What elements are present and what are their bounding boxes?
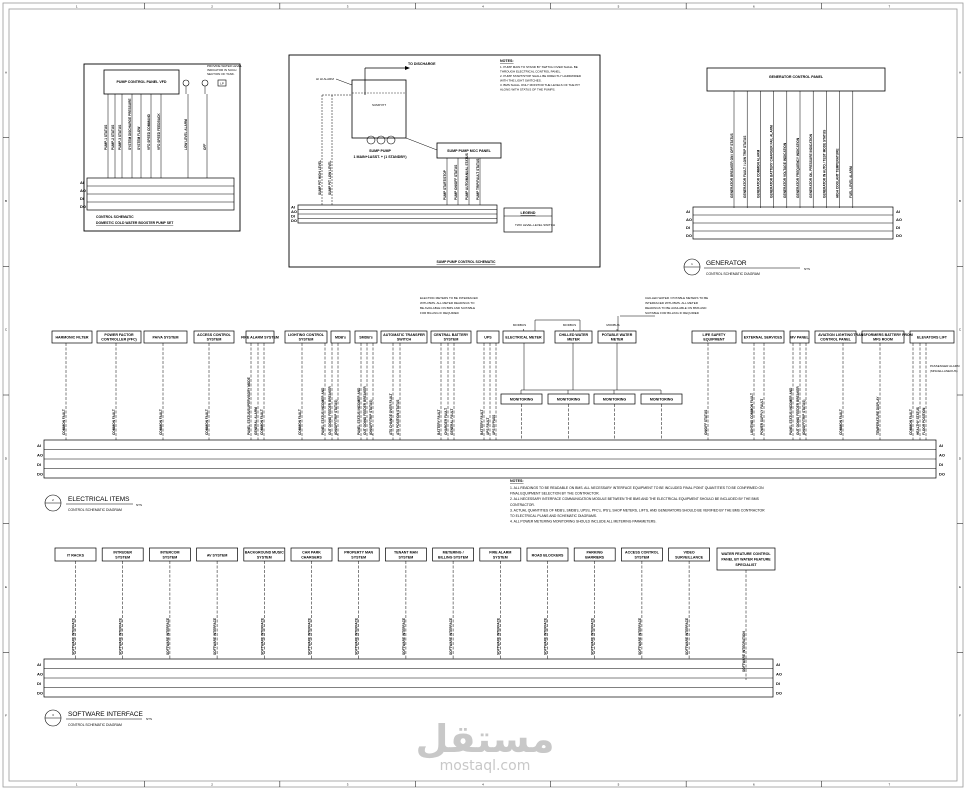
border-col-label: 6	[753, 4, 755, 9]
sump-pit-label: SUMP PIT	[371, 103, 387, 107]
generator-nts: NTS	[804, 267, 810, 271]
generator-signal-generator-in-auto-test-mode-status: GENERATOR IN AUTO / TEST MODE STATUS	[822, 129, 827, 198]
electrical-note-left-line: WITH BMS. ALL METER READINGS TO	[420, 301, 475, 305]
electrical-note-right-line: SUITABLE FOR BILLING IF REQUIRED	[645, 311, 699, 315]
electrical-note-line: 1. ALL READINGS TO BE READABLE ON BMS. ALL NECESSARY INTERFACE EQUIPMENT TO BE INCLUDED FINAL POINT QUANTITIES TO BE CONFIRMED ON	[510, 486, 764, 490]
sump-note-line: WITH THE LIGHT SWITCHES.	[500, 78, 542, 83]
water-feature-signal: SOFTWARE INTEGRATION	[742, 631, 746, 672]
electrical-panel-power-factor-controller-pfc-label: POWER FACTOR	[104, 333, 134, 337]
electrical-subtitle: CONTROL SCHEMATIC DIAGRAM	[68, 508, 122, 512]
electrical-panel-automatic-transfer-switch-label: AUTOMATIC TRANSFER	[383, 333, 425, 337]
software-systems	[55, 548, 775, 680]
generator-signal-generator-battery-charger-fail-alarm: GENERATOR BATTERY CHARGER FAIL ALARM	[769, 125, 774, 198]
software-system-metering-billing-system-label: BILLING SYSTEM	[438, 555, 469, 560]
software-signal-parking-barriers: SOFTWARE INTERFACE	[590, 617, 595, 655]
electrical-bus	[37, 440, 945, 478]
electrical-signal-ats-position-status: ATS POSITION STATUS	[396, 399, 400, 435]
border-row-label: D	[958, 456, 962, 461]
sump-signal-pump-on-off-status: PUMP ON/OFF STATUS	[454, 164, 458, 200]
generator-signal-generator-frequency-indication: GENERATOR FREQUENCY INDICATION	[796, 137, 800, 198]
bus-label-left: AO	[80, 188, 86, 193]
electrical-signal-common-fault: COMMON FAULT	[909, 409, 913, 435]
level-indicator-icon	[202, 80, 208, 86]
booster-signal-system-flow: SYSTEM FLOW	[137, 126, 141, 150]
software-nts: NTS	[146, 717, 152, 721]
electrical-signal-out-going-feeder-breaker: OUT GOING FEEDER BREAKER	[328, 386, 332, 435]
software-system-metering-billing-system-label: METERING /	[442, 550, 464, 555]
generator-signal-generator-breaker-on-off-status: GENERATOR BREAKER ON / OFF STATUS	[730, 133, 734, 198]
electrical-panel-chilled-water-meter-label: CHILLED WATER	[558, 333, 589, 337]
border-row-label: A	[4, 70, 8, 75]
electrical-note-left-line: BE AVAILABLE ON BMS AND SUITABLE	[420, 306, 476, 310]
electrical-signal-ups-bypass: UPS BYPASS	[492, 414, 496, 435]
booster-note-1: PROVIDE WATER LEVEL	[207, 64, 243, 68]
software-signal-intruder-system: SOFTWARE INTERFACE	[118, 617, 123, 655]
modbus-label: MODBUS	[562, 323, 577, 327]
software-system-car-park-chargers-label: CHARGERS	[301, 555, 322, 560]
level-indicator-icon	[183, 80, 189, 86]
bus-label-left: AI	[37, 443, 41, 449]
monitoring-label: MONITORING	[649, 397, 674, 402]
monitoring-label: MONITORING	[556, 397, 581, 402]
booster-pump-schematic	[80, 64, 242, 231]
bus-label-left: AO	[37, 452, 43, 458]
sump-signal-pump-auto-manual-status: PUMP AUTO/MANUAL STATUS	[465, 153, 469, 200]
watermark-latin: mostaql.com	[439, 758, 531, 774]
electrical-note-right-line: READINGS TO BE AVAILABLE ON BMS AND	[645, 306, 707, 310]
software-system-background-music-system-label: BACKGROUND MUSIC	[244, 550, 284, 555]
software-signal-background-music-system: SOFTWARE INTERFACE	[260, 617, 265, 655]
generator-title: GENERATOR	[706, 260, 747, 267]
border-row-label: C	[4, 327, 8, 332]
sump-pump-label: SUMP PUMP	[369, 149, 391, 153]
lp-label: LP	[220, 81, 224, 86]
electrical-signal-temperature-display: TEMPERATURE DISPLAY	[876, 396, 880, 435]
electrical-note-line: CONTRACTOR.	[510, 502, 535, 507]
generator-signal-generator-fault-low-trip-status: GENERATOR FAULT / LOW TRIP STATUS	[743, 135, 748, 198]
sump-notes	[500, 65, 582, 92]
sump-note-line: THROUGH ELECTRICAL CONTROL PANEL.	[500, 69, 562, 74]
electrical-signal-charger-fault: CHARGER FAULT	[444, 407, 448, 435]
mcc-leader	[406, 138, 437, 150]
discharge-arrow-icon	[405, 66, 410, 70]
border-col-label: 2	[211, 782, 213, 787]
border-row-label: B	[4, 199, 8, 203]
bus-label-right: AI	[939, 443, 943, 449]
software-signal-property-man-system: SOFTWARE INTERFACE	[354, 617, 359, 655]
software-subtitle: CONTROL SCHEMATIC DIAGRAM	[68, 723, 122, 727]
bus-label-left: DI	[291, 213, 295, 219]
bus-label-right: AO	[896, 217, 902, 222]
software-system-parking-barriers-label: PARKING	[586, 550, 603, 555]
software-system-background-music-system-label: SYSTEM	[256, 555, 272, 560]
electrical-signal-on-off-trip-status: (ON/OFF/TRIP STATUS)	[802, 399, 806, 435]
electrical-section-number: 2	[52, 498, 54, 502]
generator-signal-high-coolant-temperature: HIGH COOLANT TEMPERATURE	[835, 148, 840, 198]
generator-schematic	[684, 68, 902, 276]
electrical-panel-transformers-battery-from-mfs-room-label: MFS ROOM	[873, 337, 893, 342]
software-title: SOFTWARE INTERFACE	[68, 711, 143, 718]
generator-section-number: 1	[691, 262, 693, 266]
booster-signal-pump-1-status: PUMP-1 STATUS	[104, 124, 108, 150]
electrical-signal-on-off-trip-status: (ON/OFF/TRIP STATUS)	[334, 399, 338, 435]
booster-signal-pump-3-status: PUMP-3 STATUS	[118, 124, 122, 150]
software-signal-access-control-system: SOFTWARE INTERFACE	[637, 617, 642, 655]
electrical-panel-transformers-battery-from-mfs-room-label: TRANSFORMERS BATTERY FROM	[853, 333, 913, 337]
modbus-label: MODBUS	[606, 323, 620, 327]
border-row-label: E	[958, 585, 962, 589]
border-col-label: 5	[617, 4, 620, 9]
bus-label-left: DI	[37, 462, 41, 468]
electrical-signal-out-going-feeder-breaker: OUT GOING FEEDER BREAKER	[796, 386, 800, 435]
electrical-panel-smdb-s-label: SMDB's	[359, 335, 373, 340]
electrical-signal-healthy-status: HEALTHY STATUS	[916, 407, 920, 435]
bus-label-right: AI	[896, 209, 900, 214]
electrical-signal-ats-change-over-fault: ATS CHANGE OVER FAULT	[389, 393, 393, 435]
booster-signal-vfd-speed-feedback: VFD SPEED FEEDBACK	[157, 113, 161, 150]
electrical-panel-chilled-water-meter-label: METER	[567, 337, 580, 342]
bus-label-right: AI	[776, 662, 780, 668]
electrical-panel-lighting-control-system-label: LIGHTING CONTROL	[288, 333, 324, 337]
bus-label-left: DO	[37, 471, 43, 477]
pump-icon	[367, 136, 375, 144]
electrical-note-right	[645, 296, 708, 315]
software-signal-tenant-man-system: SOFTWARE INTERFACE	[401, 617, 406, 655]
bus-label-left: AI	[80, 180, 84, 185]
bus-label-left: DI	[686, 225, 690, 230]
electrical-panel-aviation-lighting-control-panel-label: AVIATION LIGHTING	[818, 333, 853, 337]
generator-panel-label: GENERATOR CONTROL PANEL	[768, 75, 824, 79]
electrical-title: ELECTRICAL ITEMS	[68, 496, 130, 503]
pump-icon	[387, 136, 395, 144]
software-system-video-surveillance-label: VIDEO	[683, 550, 695, 555]
booster-bus	[80, 178, 234, 210]
electrical-note-line: 3. ACTUAL QUANTITIES OF MDB's, SMDB's, UPS's, PFC's, IPS's, SHOP METERS, LIFTS, AND GENERATORS SHOULD BE VERIFIED BY THE BMS CONTRACTOR	[510, 508, 765, 513]
booster-note-2: INDICATOR IN SUCH	[207, 68, 237, 72]
electrical-panel-mdb-s-label: MDB's	[334, 335, 347, 340]
electrical-signal-panel-status-supervisory-mode: PANEL STATUS/SUPERVISORY MODE	[247, 377, 251, 435]
electrical-panel-access-control-system-label: SYSTEM	[206, 337, 222, 342]
bus-label-left: DO	[80, 204, 86, 209]
pump-icon	[377, 136, 385, 144]
legend-title: LEGEND	[520, 211, 536, 215]
sump-signal-pump-start-stop: PUMP START/STOP	[443, 170, 447, 200]
electrical-panel-power-factor-controller-pfc-label: CONTROLLER (PFC)	[101, 337, 137, 342]
electrical-panel-external-services-label: EXTERNAL SERVICES	[743, 335, 783, 340]
electrical-signal-panel-status-incomer-and: PANEL STATUS INCOMER AND	[321, 387, 325, 435]
bus-label-right: DI	[776, 681, 780, 687]
electrical-note-right-line: CHILLED WATER / POTABLE METERS TO BE	[645, 296, 709, 300]
border-row-label: A	[958, 70, 962, 75]
passenger-alarm-1: PASSENGER ALARM	[930, 364, 960, 368]
electrical-note-line: TO ELECTRICAL PLANS AND SCHEMATIC DIAGRAMS.	[510, 514, 597, 518]
electrical-note-left-line: ELECTRIC METERS TO BE INTERFACED	[420, 296, 478, 300]
bus-label-left: AO	[37, 671, 43, 677]
software-signal-car-park-chargers: SOFTWARE INTERFACE	[307, 617, 312, 655]
software-bus	[37, 659, 782, 697]
border-row-label: B	[958, 199, 962, 203]
software-system-intruder-system-label: INTRUDER	[113, 550, 132, 555]
electrical-panel-potable-water-meter-label: POTABLE WATER	[601, 333, 633, 337]
software-signal-it-racks: SOFTWARE INTERFACE	[71, 617, 76, 655]
software-schematic	[37, 548, 782, 727]
booster-note-3: SECTION OF TANK.	[207, 72, 235, 76]
border-row-label: F	[5, 713, 7, 718]
bus-label-right: DO	[896, 233, 902, 238]
electrical-panel-aviation-lighting-control-panel-label: CONTROL PANEL	[820, 337, 851, 342]
software-system-intercom-system-label: INTERCOM	[160, 550, 180, 555]
bus-label-right: AO	[939, 452, 945, 458]
border-row-label: D	[4, 456, 8, 461]
electrical-panels	[52, 316, 954, 440]
software-system-access-control-system-label: SYSTEM	[634, 555, 650, 560]
electrical-signal-battery-fault: BATTERY FAULT	[480, 409, 484, 435]
border-col-label: 1	[75, 782, 78, 787]
watermark-arabic: مستقل	[415, 717, 555, 761]
bus-label-left: DO	[37, 690, 43, 696]
sump-signal-sump-pit-low-level: SUMP PIT LOW LEVEL	[328, 160, 332, 195]
sump-bus	[291, 204, 497, 223]
software-signal-metering-billing-system: SOFTWARE INTERFACE	[449, 617, 454, 655]
electrical-signal-power-supply-fault: POWER SUPPLY FAULT	[760, 398, 764, 435]
border-col-label: 2	[211, 4, 213, 9]
electrical-signal-on-off-trip-status: (ON/OFF/TRIP STATUS)	[369, 399, 373, 435]
border-col-label: 3	[346, 4, 349, 9]
sump-caption: SUMP PUMP CONTROL SCHEMATIC	[436, 260, 496, 264]
border-col-label: 7	[888, 782, 891, 787]
software-signal-fire-alarm-system: SOFTWARE INTERFACE	[496, 617, 501, 655]
electrical-signal-battery-fault: BATTERY FAULT	[437, 409, 441, 435]
electrical-note-left-line: FOR BILLING IF REQUIRED	[420, 311, 459, 315]
electrical-signal-common-fault: COMMON FAULT	[839, 409, 843, 435]
electrical-panel-pa-va-system-label: PA/VA SYSTEM	[152, 335, 179, 340]
booster-signal-off: OFF	[203, 143, 207, 150]
border-col-label: 3	[346, 782, 349, 787]
generator-signal-generator-oil-pressure-indication: GENERATOR OIL PRESSURE INDICATION	[809, 134, 814, 198]
electrical-panel-central-battery-system-label: CENTRAL BATTERY	[433, 333, 469, 337]
electrical-panel-life-safety-equipment-label: LIFE SAFETY	[702, 333, 726, 337]
bus-label-left: DI	[80, 196, 84, 201]
bus-label-left: AO	[291, 208, 297, 214]
software-system-car-park-chargers-label: CAR PARK	[302, 550, 321, 555]
sump-pump-sub: 1 MAIN+1ASST. + (1 STANDBY)	[353, 155, 407, 159]
electrical-signal-common-fault: COMMON FAULT	[205, 409, 209, 435]
software-system-fire-alarm-system-label: FIRE ALARM	[489, 550, 512, 555]
generator-signal-generator-common-alarm: GENERATOR COMMON ALARM	[756, 149, 761, 198]
generator-panel	[707, 68, 885, 91]
software-signal-road-blockers: SOFTWARE INTERFACE	[543, 617, 548, 655]
software-system-parking-barriers-label: BARRIERS	[585, 555, 605, 560]
booster-caption-1: CONTROL SCHEMATIC	[96, 215, 134, 219]
software-system-video-surveillance-label: SURVEILLANCE	[675, 555, 704, 560]
electrical-note-line: 4. ALL POWER METERING MONITORING SHOULD INCLUDE ALL METERING PARAMETERS.	[510, 519, 657, 524]
software-system-property-man-system-label: SYSTEM	[351, 555, 367, 560]
electrical-note-line: 2. ALL NECESSARY INTERFACE COMMUNICATION MODULE BETWEEN THE BMS AND THE ELECTRICAL EQUIPMENT SHOULD BE INCLUDED BY THE BMS	[510, 497, 759, 502]
software-system-it-racks-label: IT RACKS	[67, 553, 84, 558]
bus-label-left: DI	[37, 681, 41, 687]
electrical-panel-lighting-control-system-label: SYSTEM	[298, 337, 314, 342]
border-row-label: C	[958, 327, 962, 332]
electrical-signal-general-fault: GENERAL FAULT	[450, 408, 454, 435]
bus-label-left: AI	[291, 204, 295, 210]
sump-notes-title: NOTES:	[500, 59, 514, 63]
electrical-nts: NTS	[136, 503, 142, 507]
water-feature-label: WATER FEATURE CONTROL	[721, 552, 771, 556]
bus-label-right: AO	[776, 671, 782, 677]
electrical-panel-electrical-meter-label: ELECTRICAL METER	[505, 335, 542, 340]
electrical-schematic	[37, 296, 960, 524]
electrical-signal-ups-fault: UPS FAULT	[486, 417, 490, 435]
software-section-number: 3	[52, 713, 54, 717]
electrical-signal-common-fault: COMMON FAULT	[159, 409, 163, 435]
bus-label-right: DO	[939, 471, 945, 477]
software-signal-av-system: SOFTWARE INTERFACE	[213, 617, 218, 655]
booster-signal-system-discharge-pressure: SYSTEM DISCHARGE PRESSURE	[128, 98, 132, 150]
water-feature-label: SPECIALIST	[735, 563, 757, 567]
electrical-signal-out-going-feeder-breaker: OUT GOING FEEDER BREAKER	[363, 386, 367, 435]
alarm-leader	[336, 79, 352, 85]
electrical-panel-automatic-transfer-switch-label: SWITCH	[396, 337, 412, 342]
monitoring-label: MONITORING	[602, 397, 627, 402]
electrical-panel-ups-label: UPS	[484, 335, 492, 340]
bus-label-right: DO	[776, 690, 782, 696]
electrical-signal-floor-position: FLOOR POSITION	[922, 407, 926, 435]
border-row-label: F	[959, 713, 961, 718]
booster-panel-label: PUMP CONTROL PANEL VFD	[116, 80, 167, 84]
electrical-signal-on-off-status: ON/OFF STATUS	[704, 409, 708, 435]
generator-subtitle: CONTROL SCHEMATIC DIAGRAM	[706, 272, 760, 276]
electrical-panel-access-control-system-label: ACCESS CONTROL	[197, 333, 231, 337]
generator-signal-fuel-level-alarm: FUEL LEVEL ALARM	[848, 166, 853, 198]
electrical-panel-potable-water-meter-label: METER	[610, 337, 624, 342]
border-col-label: 4	[482, 782, 484, 787]
software-signal-intercom-system: SOFTWARE INTERFACE	[165, 617, 170, 655]
electrical-panel-life-safety-equipment-label: EQUIPMENT	[703, 337, 725, 342]
software-signal-video-surveillance: SOFTWARE INTERFACE	[685, 617, 690, 655]
electrical-signal-panel-status-incomer-and: PANEL STATUS INCOMER AND	[357, 387, 361, 435]
electrical-notes-title: NOTES:	[510, 479, 524, 483]
software-system-tenant-man-system-label: SYSTEM	[398, 555, 414, 560]
software-system-road-blockers-label: ROAD BLOCKERS	[531, 553, 564, 558]
water-feature-label: PANEL BY WATER FEATURE	[721, 557, 771, 562]
border-col-label: 1	[75, 4, 78, 9]
bus-label-right: DI	[896, 225, 900, 230]
border-col-label: 6	[753, 782, 755, 787]
bus-label-left: AI	[686, 209, 690, 214]
bus-label-right: DI	[939, 462, 943, 468]
software-system-av-system-label: AV SYSTEM	[206, 553, 228, 558]
software-system-intercom-system-label: SYSTEM	[162, 555, 178, 560]
border-col-label: 5	[617, 782, 620, 787]
software-system-property-man-system-label: PROPERTY MAN	[344, 550, 374, 555]
booster-signal-vfd-speed-command: VFD SPEED COMMAND	[147, 114, 151, 150]
hi-hi-alarm-label: HI HI ALARM	[316, 77, 334, 81]
electrical-note-left	[420, 296, 479, 315]
modbus-label: MODBUS	[512, 323, 527, 327]
software-system-intruder-system-label: SYSTEM	[115, 555, 131, 560]
electrical-note-right-line: INTERFACED WITH BMS. ALL METER	[645, 301, 698, 305]
mcc-panel-label: SUMP PUMP MCC PANEL	[447, 149, 491, 153]
electrical-signal-lighting-common-fault: LIGHTING COMMON FAULT	[750, 393, 754, 435]
electrical-signal-general-alarm: GENERAL ALARM	[254, 407, 258, 435]
bus-label-left: DO	[686, 233, 692, 238]
bus-label-left: AO	[686, 217, 692, 222]
software-system-fire-alarm-system-label: SYSTEM	[492, 555, 508, 560]
sump-note-line: 2. PUMP START/STOP SHALL BE DIRECTLY HARDWIRED	[500, 74, 582, 78]
border-row-label: E	[4, 585, 8, 589]
to-discharge-label: TO DISCHARGE	[408, 62, 436, 66]
booster-signals	[104, 86, 207, 178]
sump-note-line: 1. PUMP MAIN TO STAND BY SWITCH OVER SHALL BE	[500, 65, 578, 69]
sump-pit	[352, 80, 406, 138]
border-col-label: 7	[888, 4, 891, 9]
bus-label-left: DO	[291, 217, 297, 223]
electrical-signal-common-fault: COMMON FAULT	[298, 409, 302, 435]
electrical-note-line: FINAL EQUIPMENT SELECTION BY THE CONTRACTOR.	[510, 491, 600, 496]
sump-pump-schematic	[289, 55, 600, 267]
passenger-alarm-2: (MISCELLANEOUS)	[930, 369, 958, 373]
watermark	[416, 717, 555, 774]
monitoring-label: MONITORING	[509, 397, 534, 402]
legend-item: TWO LEVEL-LEVEL SWITCH	[515, 223, 556, 227]
sump-note-line: 3. BMS SHALL ONLY MONITOR THE LEVELS OF THE PIT	[500, 83, 580, 87]
electrical-panel-mv-panel-label: MV PANEL	[790, 335, 809, 340]
electrical-signal-common-fault: COMMON FAULT	[112, 409, 116, 435]
electrical-panel-elevators-lift-label: ELEVATORS LIFT	[917, 335, 947, 340]
electrical-panel-fire-alarm-system-label: FIRE ALARM SYSTEM	[241, 335, 279, 340]
generator-signal-generator-voltage-indication: GENERATOR VOLTAGE INDICATION	[782, 142, 787, 198]
booster-signal-low-level-alarm: LOW LEVEL ALARM	[184, 119, 188, 150]
electrical-panel-harmonic-filter-label: HARMONIC FILTER	[55, 335, 89, 340]
booster-signal-pump-2-status: PUMP-2 STATUS	[111, 124, 115, 150]
electrical-panel-central-battery-system-label: SYSTEM	[443, 337, 459, 342]
booster-caption-2: DOMESTIC COLD WATER BOOSTER PUMP SET	[96, 221, 174, 225]
generator-bus	[686, 207, 902, 239]
software-system-access-control-system-label: ACCESS CONTROL	[625, 550, 659, 555]
sump-signal-pump-trip-fault-status: PUMP TRIP/FAULT STATUS	[476, 158, 480, 200]
sump-signal-sump-pit-high-level: SUMP PIT HIGH LEVEL	[318, 159, 322, 195]
generator-signals	[730, 91, 853, 208]
electrical-signal-common-fault: COMMON FAULT	[62, 409, 66, 435]
border-col-label: 4	[482, 4, 484, 9]
electrical-notes	[510, 486, 765, 524]
software-system-tenant-man-system-label: TENANT MAN	[394, 550, 418, 555]
sump-note-line: ALONG WITH STATUS OF THE PUMPS.	[500, 87, 556, 92]
bus-label-left: AI	[37, 662, 41, 668]
electrical-signal-common-fault: COMMON FAULT	[260, 409, 264, 435]
electrical-signal-panel-status-incomer-and: PANEL STATUS INCOMER AND	[789, 387, 793, 435]
